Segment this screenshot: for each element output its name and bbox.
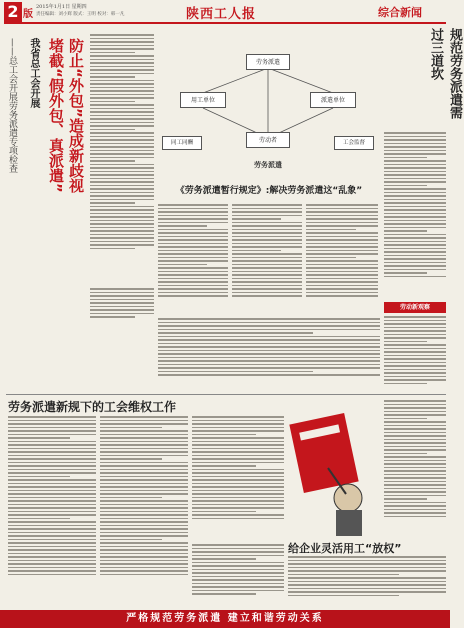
left-article-body [90,34,154,284]
left-main-headline-1: 堵截“假外包、真派遣” [47,38,65,193]
diagram-box-4: 劳动者 [246,132,290,148]
bottom-article-col-3 [192,416,284,536]
bottom-main-headline: 劳务派遣新规下的工会维权工作 [8,400,177,414]
editor-line: 责任编辑：刘小辉 版式：王明 校对：韩一凡 [36,12,125,17]
page-label: 版 [23,9,33,20]
right-tag-label: 劳动新观察 [384,302,446,313]
bottom-right-article-col-2 [192,544,284,606]
center-article-col-1 [158,204,228,312]
section-divider [6,394,446,395]
bottom-right-article-col-3 [288,556,446,606]
cartoon-svg [288,398,380,538]
diagram-box-6: 工会监督 [334,136,374,150]
center-diagram [158,28,378,178]
right-vertical-headline: 规范劳务派遣需过三道坎 [428,28,462,119]
newspaper-name: 陕西工人报 [186,7,257,22]
right-tag-body [384,316,446,396]
masthead-rule [4,22,446,24]
bottom-right-article-col-1 [384,400,446,536]
center-article-col-3 [306,204,378,312]
footer-banner: 严格规范劳务派遣 建立和谐劳动关系 [0,610,450,628]
diagram-box-5: 同工同酬 [162,136,202,150]
cartoon-illustration [288,398,380,538]
left-article-body-2 [90,288,154,322]
bottom-right-headline: 给企业灵活用工“放权” [288,542,402,555]
left-small-title: ——总工会开展劳务派遣专项检查 [7,38,17,173]
left-headline-block [6,34,86,304]
middle-article-band [158,318,380,388]
left-subhead: 我省总工会开展 [28,38,39,108]
diagram-box-2: 用工单位 [180,92,226,108]
date-line: 2015年1月1日 星期四 [36,4,87,10]
right-headline-block [382,28,462,128]
center-article-col-2 [232,204,302,312]
bottom-article-col-1 [8,416,96,606]
diagram-box-3: 派遣单位 [310,92,356,108]
diagram-box-1: 劳务派遣 [246,54,290,70]
left-main-headline-2: 防止“外包”造成新歧视 [67,38,85,193]
center-main-headline: 《劳务派遣暂行规定》:解决劳务派遣这“乱象” [175,186,363,196]
masthead [0,0,450,26]
page-number: 2 [4,2,22,22]
section-title: 综合新闻 [378,6,422,19]
bottom-article-col-2 [100,416,188,606]
diagram-caption: 劳务派遣 [254,161,282,169]
right-article-body [384,132,446,300]
